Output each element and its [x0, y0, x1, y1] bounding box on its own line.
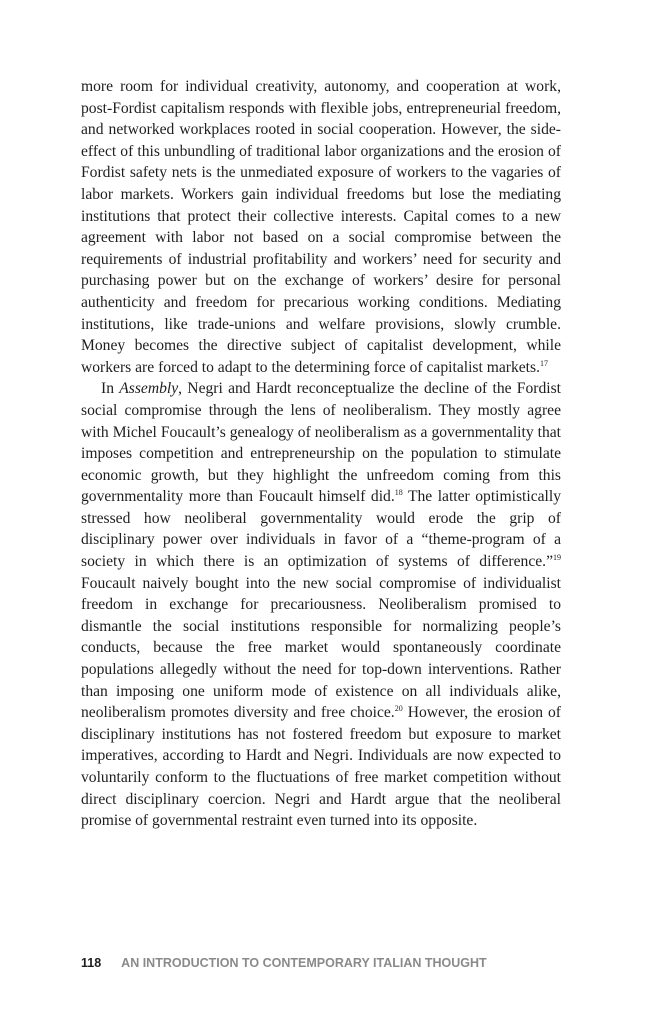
paragraph-text: more room for individual creativity, autonomy, and cooperation at work, post-Fordist capitalism responds with flexible jobs, entrepreneurial freedom, and networked workplaces rooted in social cooperation. However, the side-effect of this unbundling of traditional labor organizations and the erosion of Fordist safety nets is the unmediated exposure of workers to the vagaries of labor markets. Workers gain individual freedoms but lose the mediating institutions that protect their collective interests. Capital comes to a new agreement with labor not based on a social compromise between the requirements of industrial profitability and workers’ need for security and purchasing power but on the exchange of workers’ desire for personal authenticity and freedom for precarious working conditions. Mediating institutions, like trade-unions and welfare provisions, slowly crumble. Money becomes the directive subject of capitalist development, while workers are forced to adapt to the determining force of capitalist markets.: [81, 78, 561, 376]
paragraph-text: In: [101, 380, 120, 398]
paragraph-text: Foucault naively bought into the new social compromise of individualist freedom in exchange for precariousness. Neoliberalism promised to dismantle the social institutions responsible for normalizing people’s conducts, because the free market would spontaneously coordinate populations allegedly without the need for top-down interventions. Rather than imposing one uniform mode of existence on all individuals alike, neoliberalism promotes diversity and free choice.: [81, 574, 561, 722]
paragraph: [81, 378, 561, 831]
paragraph-text: However, the erosion of disciplinary institutions has not fostered freedom but exposure to market imperatives, according to Hardt and Negri. Individuals are now expected to voluntarily conform to the fluctuations of free market competition without direct disciplinary coercion. Negri and Hardt argue that the neoliberal promise of governmental restraint even turned into its opposite.: [81, 704, 562, 830]
page-footer: [81, 955, 487, 971]
footnote-marker: 17: [539, 358, 548, 368]
paragraph-text: , Negri and Hardt reconceptualize the decline of the Fordist social compromise through the lens of neoliberalism. They mostly agree with Michel Foucault’s genealogy of neoliberalism as a governmentality that imposes competition and entrepreneurship on the population to stimulate economic growth, but they highlight the unfreedom coming from this governmentality more than Foucault himself did.: [81, 380, 561, 506]
book-title: Assembly: [119, 380, 179, 398]
paragraph: [81, 76, 561, 378]
page-number: 118: [81, 956, 102, 970]
body-text: [81, 76, 561, 832]
footnote-marker: 18: [394, 488, 403, 498]
running-head: AN INTRODUCTION TO CONTEMPORARY ITALIAN THOUGHT: [121, 956, 487, 970]
paragraph-text: The latter optimistically stressed how neoliberal governmentality would erode the grip of disciplinary power over individuals in favor of a “theme-program of a society in which there is an optimization of systems of difference.”: [81, 488, 561, 571]
footnote-marker: 20: [394, 704, 403, 714]
footnote-marker: 19: [553, 553, 561, 563]
